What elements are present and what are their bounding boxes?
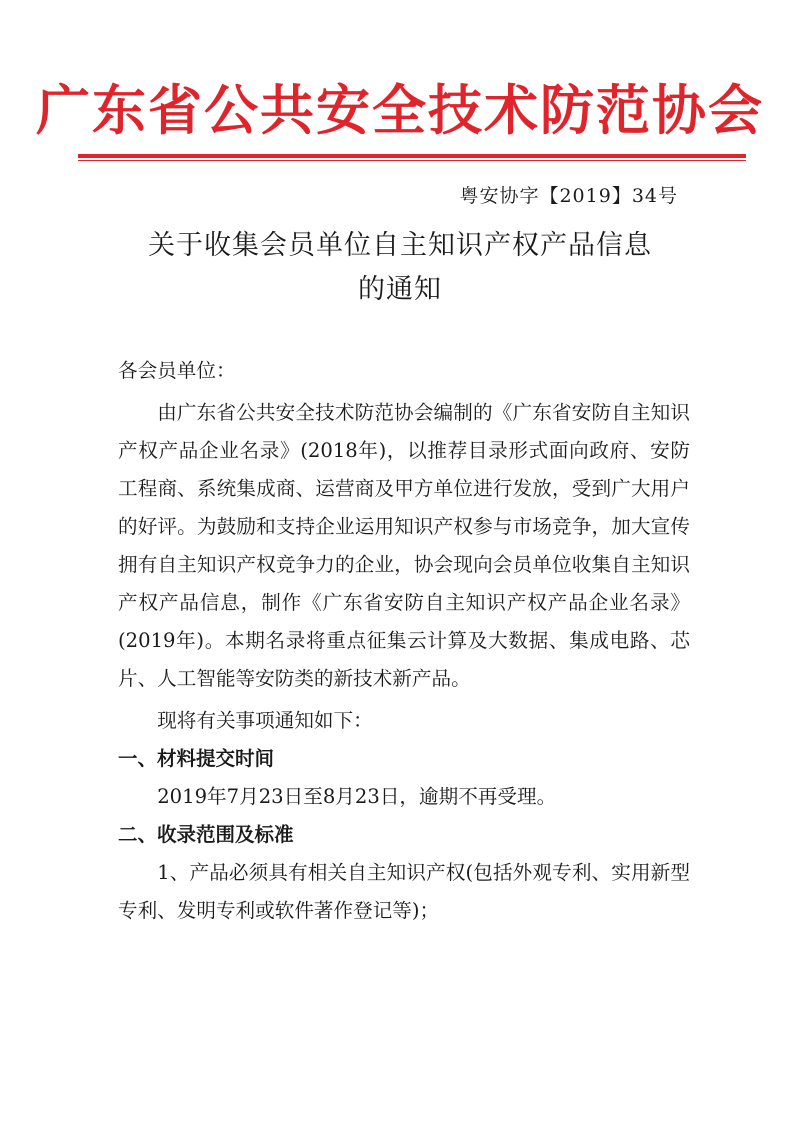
title-line-1: 关于收集会员单位自主知识产权产品信息 <box>148 230 652 261</box>
section-heading-2: 二、收录范围及标准 <box>118 823 294 846</box>
body-paragraph-1: 由广东省公共安全技术防范协会编制的《广东省安防自主知识产权产品企业名录》(2018年)，以推荐目录形式面向政府、安防工程商、系统集成商、运营商及甲方单位进行发放，受到广大用户的好评。为鼓励和支持企业运用知识产权参与市场竞争，加大宣传拥有自主知识产权竞争力的企业，协会现向会员单位收集自主知识产权产品信息，制作《广东省安防自主知识产权产品企业名录》(2019年)。本期名录将重点征集云计算及大数据、集成电路、芯片、人工智能等安防类的新技术新产品。 <box>118 401 690 690</box>
title-line-2: 的通知 <box>358 274 442 305</box>
section-2-item-1: 1、产品必须具有相关自主知识产权(包括外观专利、实用新型专利、发明专利或软件著作登记等)； <box>118 861 690 922</box>
letterhead-title: 广东省公共安全技术防范协会 <box>36 78 764 142</box>
salutation: 各会员单位： <box>118 359 236 382</box>
letterhead-rule-thin <box>78 160 746 161</box>
document-title <box>0 224 800 312</box>
body-paragraph-2: 现将有关事项通知如下： <box>157 709 373 732</box>
section-heading-1: 一、材料提交时间 <box>118 747 275 770</box>
letterhead-rule-thick <box>78 154 746 158</box>
document-number: 粤安协字【2019】34号 <box>459 185 678 207</box>
document-body <box>118 352 690 930</box>
section-1-text: 2019年7月23日至8月23日，逾期不再受理。 <box>157 785 557 808</box>
